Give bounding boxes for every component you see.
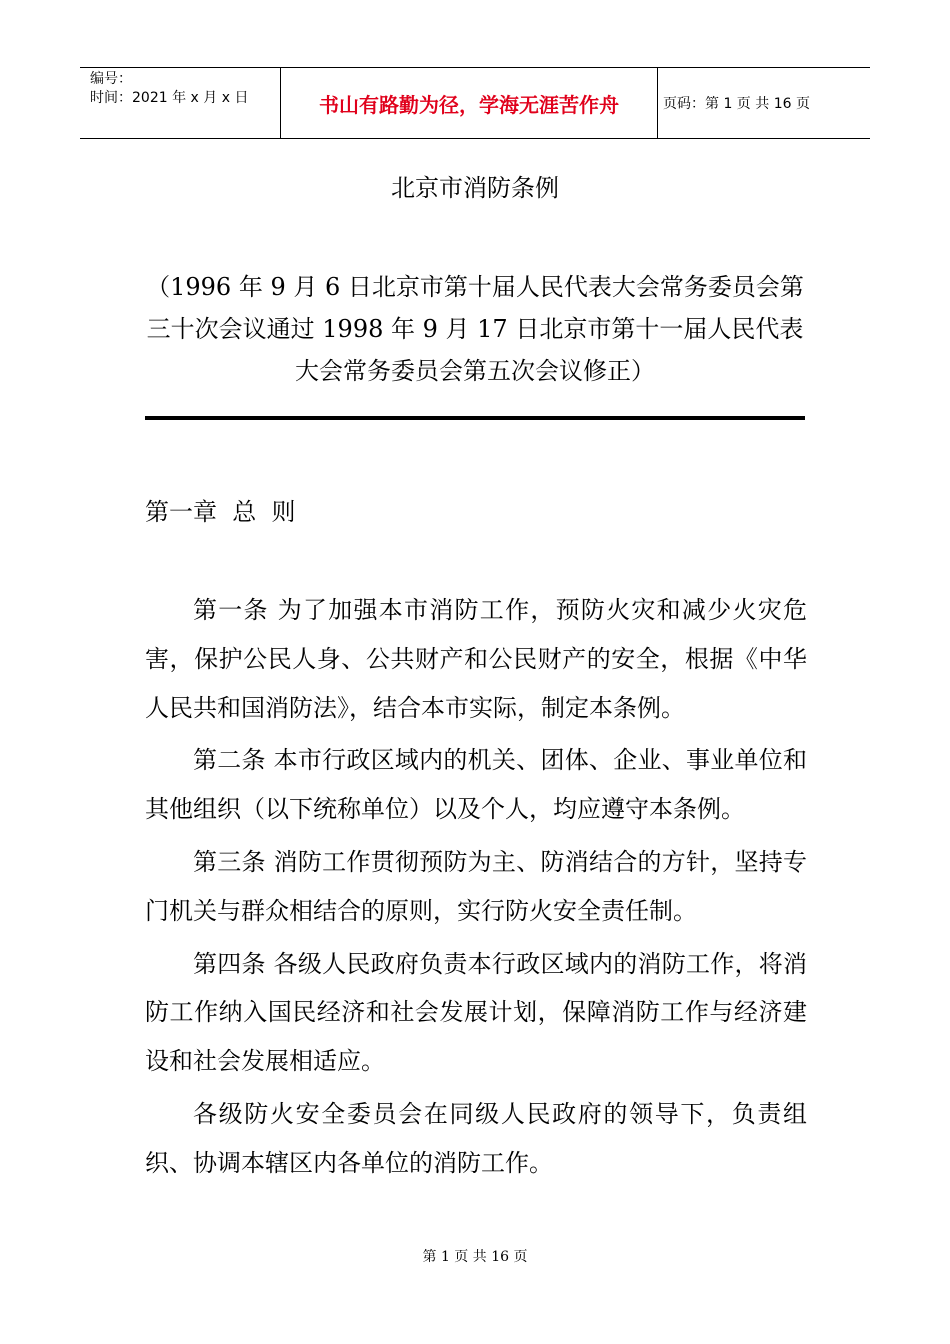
article-paragraph: 第一条 为了加强本市消防工作，预防火灾和减少火灾危害，保护公民人身、公共财产和公民财产的安全，根据《中华人民共和国消防法》，结合本市实际，制定本条例。 [145,596,807,722]
header-meta [80,68,281,138]
number-label: 编号： [90,71,132,87]
time-label: 时间：2021 年 x 月 x 日 [90,90,249,106]
document-body [145,586,807,1192]
article-paragraph: 第二条 本市行政区域内的机关、团体、企业、事业单位和其他组织（以下统称单位）以及个人，均应遵守本条例。 [145,746,807,824]
header-page-info: 页码：第 1 页 共 16 页 [663,96,810,112]
document-subtitle: （1996 年 9 月 6 日北京市第十届人民代表大会常务委员会第三十次会议通过 1998 年 9 月 17 日北京市第十一届人民代表大会常务委员会第五次会议修正） [146,273,804,385]
page-footer: 第 1 页 共 16 页 [422,1249,528,1265]
header-motto: 书山有路勤为径，学海无涯苦作舟 [281,68,658,138]
document-title: 北京市消防条例 [391,174,559,202]
title-divider [145,416,805,420]
chapter-heading: 第一章 总 则 [145,498,296,526]
article-paragraph: 各级防火安全委员会在同级人民政府的领导下，负责组织、协调本辖区内各单位的消防工作。 [145,1099,807,1177]
page-header [80,67,870,139]
article-paragraph: 第三条 消防工作贯彻预防为主、防消结合的方针，坚持专门机关与群众相结合的原则，实行防火安全责任制。 [145,847,807,925]
article-paragraph: 第四条 各级人民政府负责本行政区域内的消防工作，将消防工作纳入国民经济和社会发展计划，保障消防工作与经济建设和社会发展相适应。 [145,949,807,1076]
